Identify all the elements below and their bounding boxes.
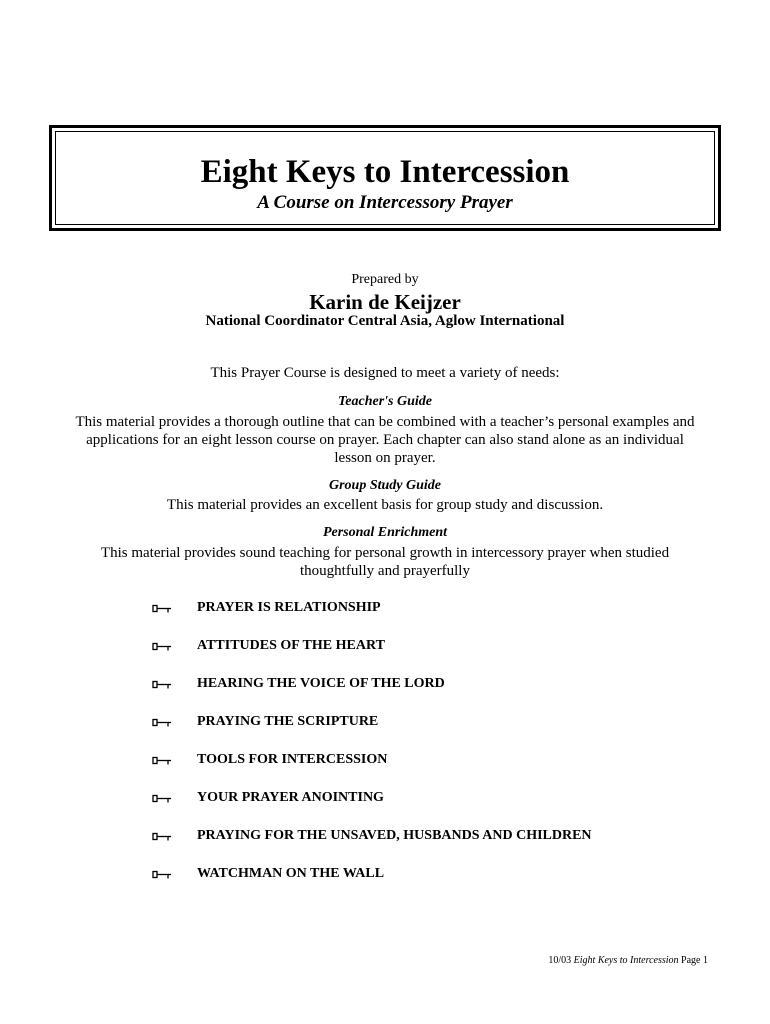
document-title: Eight Keys to Intercession [200,154,570,190]
list-item [152,674,592,712]
section-body-group-study-guide: This material provides an excellent basis for group study and discussion. [166,497,604,513]
list-item [152,788,592,826]
list-item [152,864,592,902]
list-item [152,636,592,674]
title-box-inner [55,131,715,225]
section-body-teachers-guide: This material provides a thorough outline that can be combined with a teacher’s personal examples and applications for an eight lesson course on prayer. Each chapter can also stand alone as an individual lesson on prayer. [75,414,695,466]
title-box [49,125,721,231]
key-icon [152,680,172,690]
section-body-personal-enrichment: This material provides sound teaching for personal growth in intercessory prayer when studied thoughtfully and prayerfully [100,545,670,579]
footer-doc-name: Eight Keys to Intercession [573,955,679,966]
intro-text: This Prayer Course is designed to meet a variety of needs: [210,365,560,381]
key-label: HEARING THE VOICE OF THE LORD [197,676,445,691]
key-icon [152,794,172,804]
key-label: TOOLS FOR INTERCESSION [197,752,388,767]
key-icon [152,756,172,766]
key-label: PRAYING THE SCRIPTURE [197,714,379,729]
page-footer [548,955,708,966]
list-item [152,826,592,864]
section-heading-group-study-guide: Group Study Guide [328,478,442,493]
footer-date: 10/03 [548,955,572,966]
key-label: PRAYER IS RELATIONSHIP [197,600,381,615]
list-item [152,750,592,788]
key-label: ATTITUDES OF THE HEART [197,638,385,653]
key-label: PRAYING FOR THE UNSAVED, HUSBANDS AND CHILDREN [197,828,592,843]
keys-list [152,598,592,902]
key-icon [152,870,172,880]
section-heading-personal-enrichment: Personal Enrichment [322,525,448,540]
section-heading-teachers-guide: Teacher's Guide [338,394,432,409]
key-icon [152,832,172,842]
key-icon [152,604,172,614]
footer-page-number: Page 1 [681,955,708,966]
document-subtitle: A Course on Intercessory Prayer [257,192,513,213]
key-icon [152,718,172,728]
key-icon [152,642,172,652]
prepared-by-label: Prepared by [351,272,419,287]
key-label: WATCHMAN ON THE WALL [197,866,385,881]
author-name: Karin de Keijzer [309,290,461,314]
author-role: National Coordinator Central Asia, Aglow International [205,313,565,329]
key-label: YOUR PRAYER ANOINTING [197,790,384,805]
list-item [152,598,592,636]
list-item [152,712,592,750]
